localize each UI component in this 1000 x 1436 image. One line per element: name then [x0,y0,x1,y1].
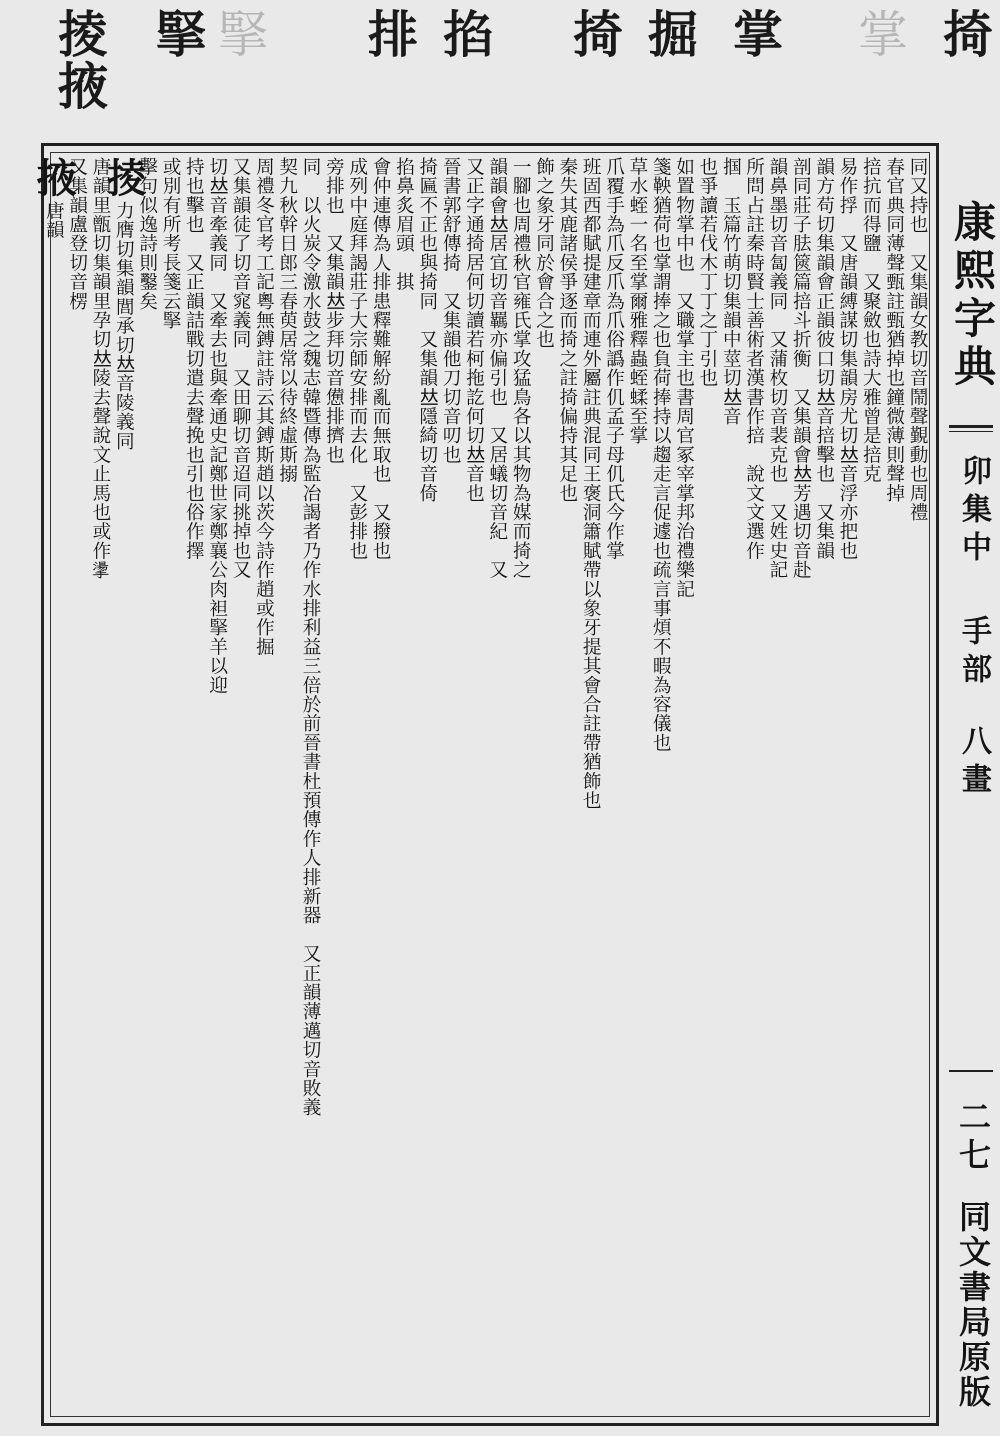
text-column: 掐鼻炙眉頭 掑 [393,157,415,292]
text-column: 旁排也 又集韻𠀤步拜切音憊排擠也 [323,157,345,465]
seal-char: 掐 [435,8,494,60]
page-margin [946,165,998,1430]
text-frame-inner [30,152,930,1417]
volume-label: 卯集中 [956,455,991,569]
seal-char-faint: 掔 [210,8,268,60]
entry-text: 唐韻 [43,201,65,240]
text-column: 同又持也 又集韻女教切音鬧聲覲動也周禮 [907,157,928,522]
seal-char: 掘 [640,8,699,60]
headword: 掕 [100,157,148,201]
text-column: 剖同莊子胠篋篇掊斗折衡 又集韻會𠀤芳遇切音赴 [790,157,812,580]
headword: 掖 [30,157,78,201]
text-column: 如置物掌中也 又職掌主也書周官冢宰掌邦治禮樂記 [673,157,695,599]
text-column: 草水蛭一名至掌爾雅釋蟲蛭蝚至掌 [626,157,648,445]
text-column: 周禮冬官考工記粵無鎛註詩云其鎛斯趙以茨今詩作趙或作掘 [253,157,275,657]
text-column: 又正字通掎居何切讀若柯拖訖何切𠀤音也 [463,157,485,503]
stroke-count-label: 八畫 [956,725,991,801]
text-column: 掴 玉篇竹萌切集韻中莖切𠀤音 [720,157,742,426]
text-column: 爪覆手為爪反爪為爪俗譌作仉孟子母仉氏今作掌 [603,157,625,561]
margin-rule [949,425,993,428]
page-number: 二七 [954,1100,992,1176]
text-column: 韻方苟切集韻會正韻彼口切𠀤音掊擊也 又集韻 [813,157,835,561]
publisher-label: 同文書局原版 [954,1200,992,1410]
text-column: 易作捊 又唐韻縛謀切集韻房尤切𠀤音浮亦把也 [836,157,858,561]
seal-char-pair: 掕掖 [50,8,109,112]
text-column: 同 以火炭令激水鼓之魏志韓暨傳為監冶謁者乃作水排利益三倍於前晉書杜預傳作人排新器 又正韻薄邁切音敗義 [300,157,322,1117]
text-column: 飾之象牙同於會合之也 [533,157,555,349]
text-column: 所問占註秦時賢士善術者漢書作掊 說文文選作 [743,157,765,561]
margin-rule [949,431,993,432]
text-column: 切𠀤音牽義同 又牽去也與牽通史記鄭世家鄭襄公肉袒掔羊以迎 [206,157,228,695]
text-column: 會仲連傳為人排患釋難解紛亂而無取也 又撥也 [370,157,392,561]
seal-char: 掌 [725,8,784,60]
text-column: 掊抗而得鹽 又聚斂也詩大雅曾是掊克 [860,157,882,484]
text-column: 秦失其鹿諸侯爭逐而掎之註掎偏持其足也 [556,157,578,503]
text-column: 又集韻徒了切音窕義同 又田聊切音迢同挑掉也又 [230,157,252,580]
text-column: 韻鼻墨切音匐義同 又蒲枚切音裴克也 又姓史記 [766,157,788,580]
text-column: 春官典同薄聲甄註甄猶掉也鐘微薄則聲掉 [883,157,905,503]
text-columns [30,153,929,1416]
text-column: 一腳也周禮秋官雍氏掌攻猛鳥各以其物為媒而掎之 [510,157,532,580]
text-frame [30,143,939,1426]
text-column: 箋鞅猶荷也掌謂捧之也負荷捧持以趨走言促遽也疏言事煩不暇為容儀也 [650,157,672,753]
seal-char: 掔 [148,8,207,60]
text-column: 唐韻里甑切集韻里孕切𠀤陵去聲說文止馬也或作𢴳 [89,157,111,580]
seal-char: 掎 [565,8,624,60]
book-title: 康熙字典 [948,200,997,392]
text-column: 或別有所考長箋云掔 [160,157,181,330]
text-column: 持也擊也 又正韻詰戰切遣去聲挽也引也俗作擇 [183,157,205,561]
text-column: 韻韻會𠀤居宜切音羈亦偏引也 又居蟻切音紀 又 [486,157,508,580]
text-column: 契九秋幹日郎三春萸居常以待終虛斯搦 [276,157,298,484]
text-column: 晉書郭舒傳掎 又集韻他刀切音叨也 [440,157,462,465]
margin-rule [949,1070,993,1072]
seal-char: 掎 [935,8,994,60]
text-column: 也爭讀若伐木丁丁之丁引也 [696,157,718,388]
seal-char-faint: 掌 [850,8,908,60]
text-column: 掎匾不正也與掎同 又集韻𠀤隱綺切音倚 [416,157,438,503]
entry-text: 力膺切集韻閭承切𠀤音陵義同 [113,201,135,451]
text-column: 擊句似逸詩則鑿矣 [136,157,158,311]
seal-char: 排 [360,8,419,60]
text-column: 成列中庭拜謁莊子大宗師安排而去化 又彭排也 [346,157,368,561]
text-column: 班固西都賦提建章而連外屬註典混同王褒洞簫賦帶以象牙提其會合註帶猶飾也 [580,157,602,810]
section-label: 手部 [956,615,991,691]
text-column: 又集韻盧登切音楞 [66,157,88,311]
seal-script-header [40,8,1000,133]
